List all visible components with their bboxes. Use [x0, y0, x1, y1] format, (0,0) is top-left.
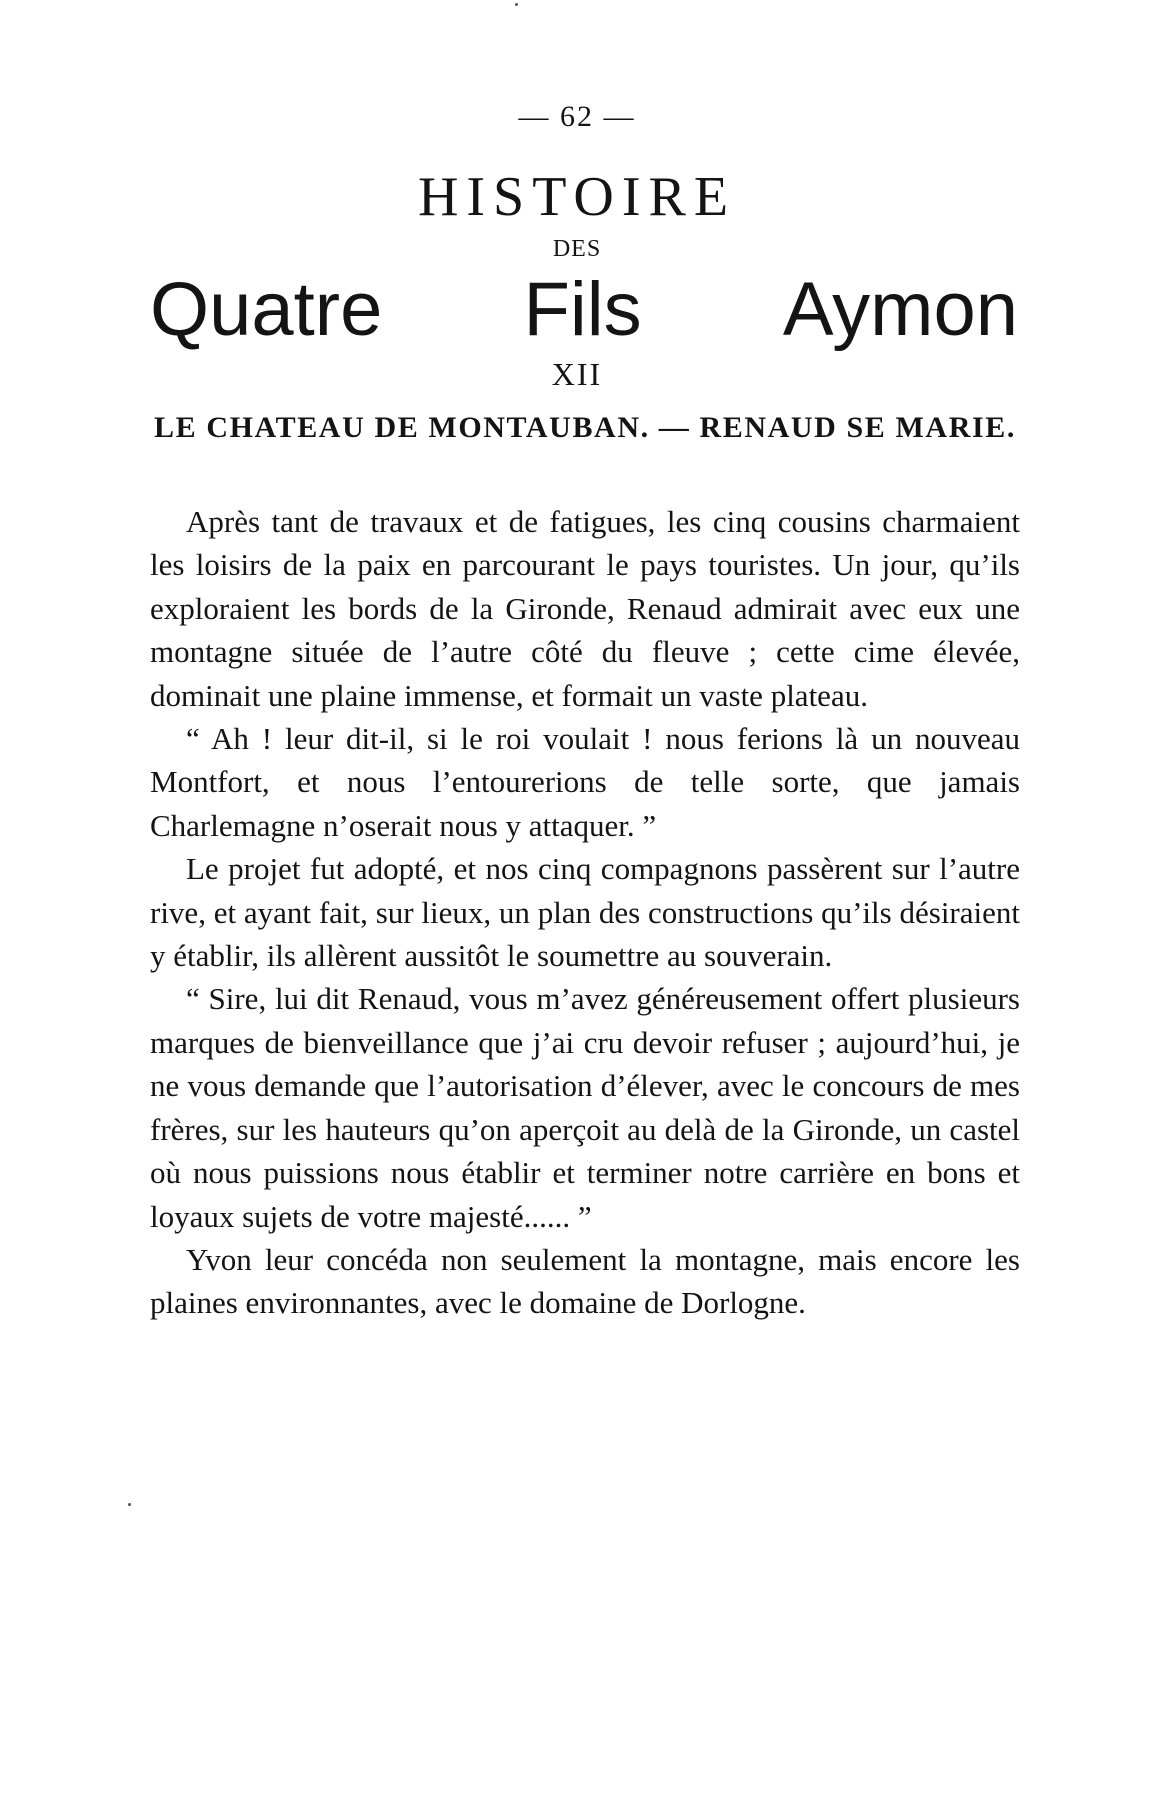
scan-speck	[515, 3, 518, 6]
paragraph: Yvon leur concéda non seulement la montagne, mais encore les plaines environnantes, avec le domaine de Dorlogne.	[150, 1241, 1020, 1321]
scan-speck	[128, 1503, 131, 1506]
paragraph: Le projet fut adopté, et nos cinq compagnons passèrent sur l’autre rive, et ayant fait, sur lieux, un plan des constructions qu’ils désiraient y établir, ils allèrent aussitôt le soumettre au souverain.	[150, 851, 1020, 974]
title-histoire: HISTOIRE	[417, 166, 737, 228]
chapter-body	[150, 500, 1020, 1325]
chapter-number: XII	[551, 356, 603, 392]
page-number: — 62 —	[518, 100, 636, 133]
paragraph: “ Ah ! leur dit-il, si le roi voulait ! nous ferions là un nouveau Montfort, et nous l’entourerions de telle sorte, que jamais Charlemagne n’oserait nous y attaquer. ”	[150, 721, 1020, 843]
paragraph: Après tant de travaux et de fatigues, les cinq cousins charmaient les loisirs de la paix en parcourant le pays touristes. Un jour, qu’ils exploraient les bords de la Gironde, Renaud admirait avec eux une montagne située de l’autre côté du fleuve ; cette cime élevée, dominait une plaine immense, et formait un vaste plateau.	[150, 504, 1020, 713]
paragraph: “ Sire, lui dit Renaud, vous m’avez généreusement offert plusieurs marques de bienveillance que j’ai cru devoir refuser ; aujourd’hui, je ne vous demande que l’autorisation d’élever, avec le concours de mes frères, sur les hauteurs qu’on aperçoit au delà de la Gironde, un castel où nous puissions nous établir et terminer notre carrière en bons et loyaux sujets de votre majesté...... ”	[150, 981, 1020, 1234]
chapter-title: LE CHATEAU DE MONTAUBAN. — RENAUD SE MARIE.	[154, 411, 1016, 444]
title-word-aymon: Aymon	[782, 267, 1018, 352]
title-word-fils: Fils	[523, 267, 642, 352]
title-des: DES	[552, 236, 602, 262]
title-word-quatre: Quatre	[150, 267, 383, 352]
book-title	[150, 268, 1018, 352]
